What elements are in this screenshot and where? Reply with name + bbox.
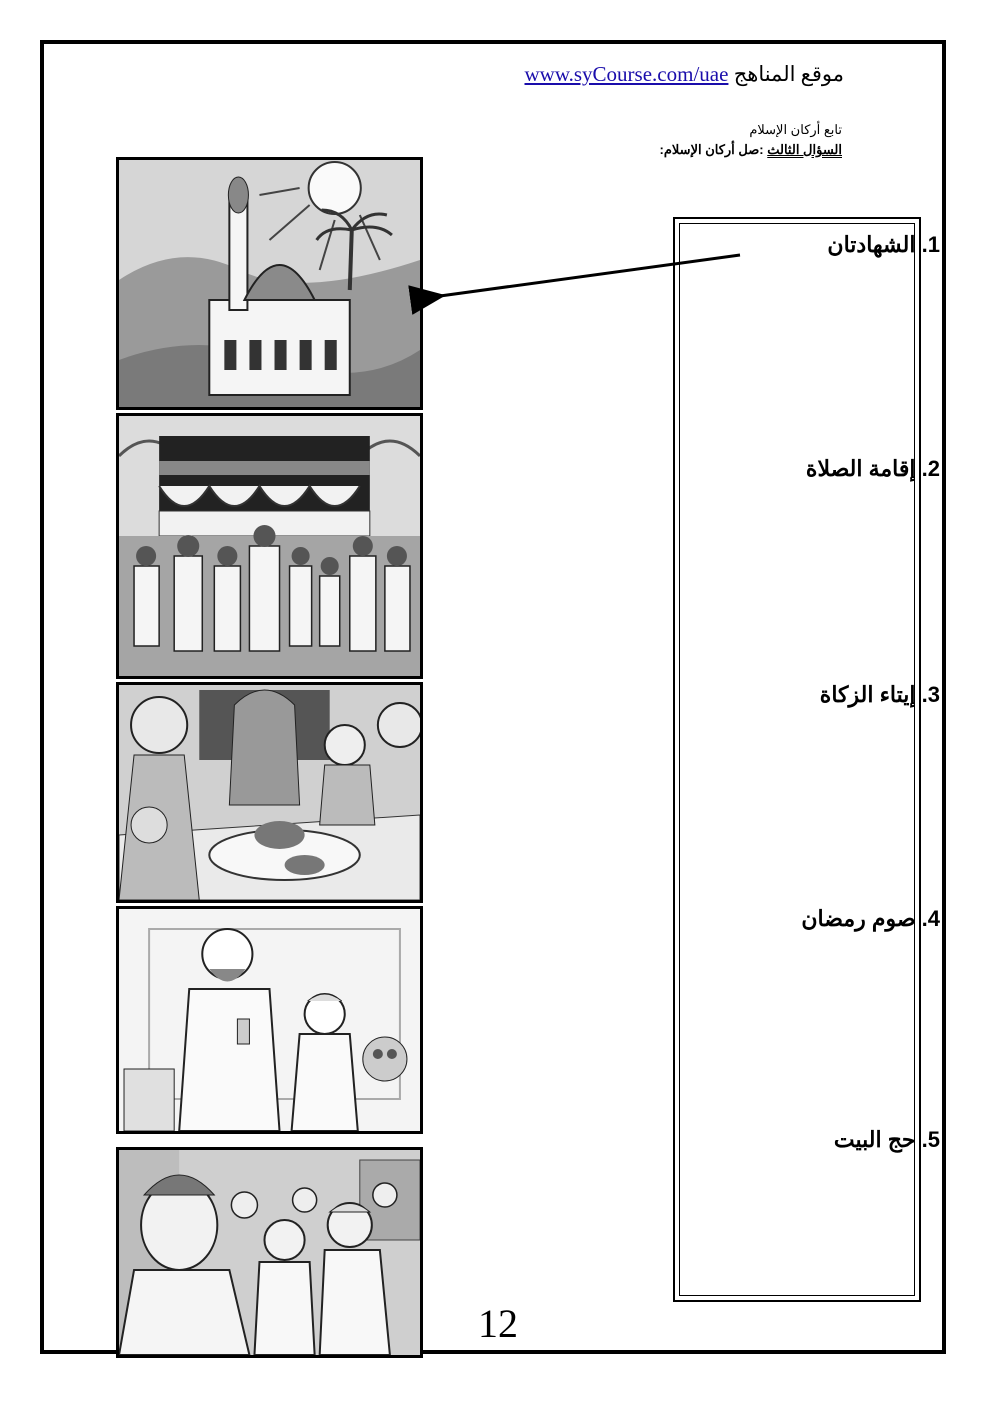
pillar-number: 1. <box>921 232 940 257</box>
pillar-number: 2. <box>921 456 940 481</box>
kaaba-pilgrims-illustration-icon <box>119 416 420 676</box>
pillar-name: الشهادتان <box>827 232 916 257</box>
pillar-name: حج البيت <box>833 1127 916 1152</box>
pillar-item-hajj[interactable] <box>834 1127 940 1153</box>
pillar-name: صوم رمضان <box>801 906 916 931</box>
pillar-number: 3. <box>921 682 940 707</box>
pillar-number: 5. <box>921 1127 940 1152</box>
worksheet-subtitle: تابع أركان الإسلام <box>749 122 842 137</box>
charity-giving-illustration-icon <box>119 909 420 1131</box>
question-text: :صل أركان الإسلام: <box>659 142 768 157</box>
pillar-number: 4. <box>921 906 940 931</box>
question-label: السؤال الثالث <box>767 142 842 157</box>
pillar-item-sawm[interactable] <box>801 906 940 932</box>
picture-charity-giving[interactable] <box>116 906 423 1134</box>
pillar-item-shahada[interactable] <box>827 232 940 258</box>
site-header <box>525 62 845 87</box>
picture-family-iftar[interactable] <box>116 682 423 903</box>
pillar-name: إيتاء الزكاة <box>819 682 916 707</box>
pillar-item-zakat[interactable] <box>820 682 940 708</box>
mosque-illustration-icon <box>119 160 420 407</box>
picture-mosque[interactable] <box>116 157 423 410</box>
pillar-name: إقامة الصلاة <box>805 456 916 481</box>
picture-kaaba-pilgrims[interactable] <box>116 413 423 679</box>
family-iftar-illustration-icon <box>119 685 420 900</box>
pillar-item-salah[interactable] <box>806 456 940 482</box>
page-number: 12 <box>478 1301 518 1346</box>
site-label: موقع المناهج <box>733 62 844 86</box>
congregation-prayer-illustration-icon <box>119 1150 420 1355</box>
site-url-link[interactable]: www.syCourse.com/uae <box>524 62 729 86</box>
question-heading <box>660 142 842 158</box>
picture-congregation-prayer[interactable] <box>116 1147 423 1358</box>
